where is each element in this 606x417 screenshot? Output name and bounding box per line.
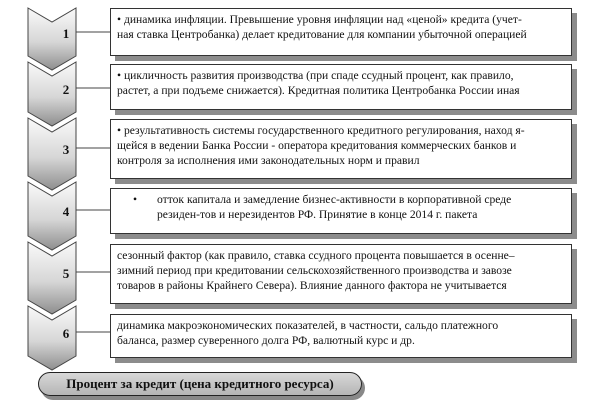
factor-5-line-1: сезонный фактор (как правило, ставка ссудного процента повышается в осенне– [117,249,515,262]
factor-5-line-2: зимний период при кредитовании сельскохозяйственного производства и завозе [117,264,512,277]
factor-3-line-3: контроля за исполнения ими законодательных норм и правил [117,154,420,167]
step-number-6: 6 [62,326,70,341]
step-number-4: 4 [62,204,70,219]
factor-box-2 [110,64,572,110]
factor-3-line-2: щейся в ведении Банка России - оператора кредитования коммерческих банков и [117,139,517,152]
factor-box-5 [110,244,572,304]
factor-box-3 [110,119,572,179]
result-box: Процент за кредит (цена кредитного ресурса) [38,372,362,396]
factor-3-line-1: • результативность системы государственного кредитного регулирования, наход я- [117,124,525,137]
factor-2-line-1: • цикличность развития производства (при спаде ссудный процент, как правило, [117,69,514,82]
factor-4-line-2: резиден-тов и нерезидентов РФ. Принятие в конце 2014 г. пакета [157,208,478,221]
factor-4-line-1-text: отток капитала и замедление бизнес-активности в корпоративной среде [157,193,512,206]
step-number-2: 2 [62,82,70,97]
factor-5-line-3: товаров в районы Крайнего Севера). Влияние данного фактора не учитывается [117,279,507,292]
factor-1-line-2: ная ставка Центробанка) делает кредитование для компании убыточной операцией [117,28,527,41]
factor-box-6 [110,314,572,358]
factor-6-line-1: динамика макроэкономических показателей, в частности, сальдо платежного [117,319,499,332]
factor-4-line-1 [133,192,565,207]
bullet-icon: • [133,193,138,206]
factor-box-4 [110,188,572,234]
factor-box-1 [110,8,572,56]
step-number-3: 3 [62,142,70,157]
factor-6-line-2: баланса, размер суверенного долга РФ, валютный курс и др. [117,334,415,347]
step-number-5: 5 [62,266,70,281]
step-number-1: 1 [62,26,70,41]
factor-2-line-2: растет, а при подъеме снижается). Кредитная политика Центробанка России иная [117,84,520,97]
factor-1-line-1: • динамика инфляции. Превышение уровня инфляции над «ценой» кредита (учет- [117,13,522,26]
